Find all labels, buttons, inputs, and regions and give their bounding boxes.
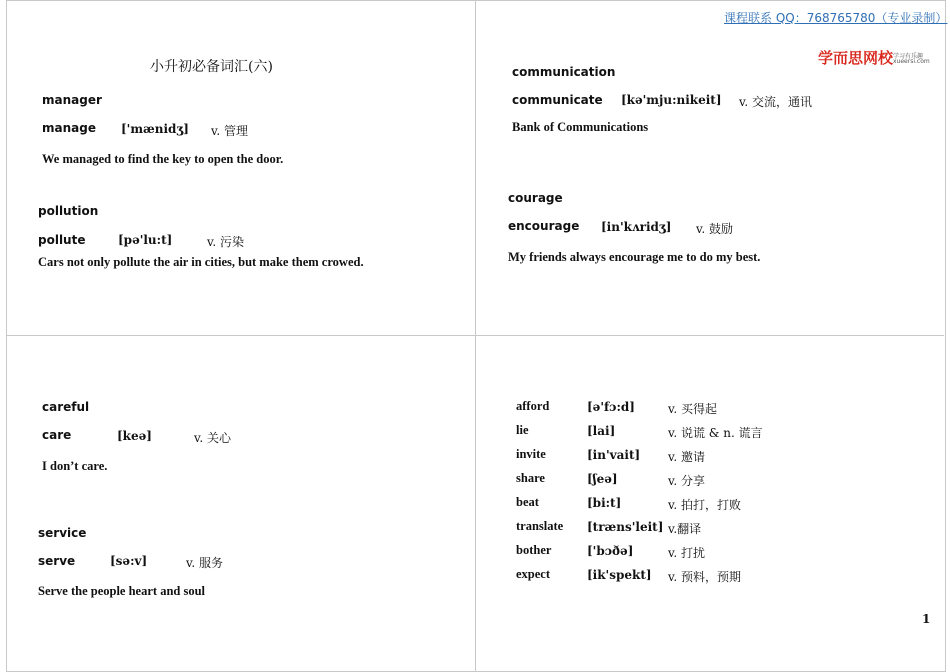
page-title: 小升初必备词汇(六) xyxy=(150,59,273,75)
vocab-ipa: [ə'fɔ:d] xyxy=(587,400,635,414)
vocab-word: translate xyxy=(516,519,564,533)
page-number: 1 xyxy=(922,612,931,626)
vocab-word: afford xyxy=(516,399,550,413)
vocab-word: invite xyxy=(516,447,546,461)
vocab-word: share xyxy=(516,471,545,485)
ipa-manage: ['mænidʒ] xyxy=(121,122,189,136)
vocab-word: expect xyxy=(516,567,551,581)
meaning-care: v. 关心 xyxy=(194,431,231,445)
vocab-ipa: [bi:t] xyxy=(587,496,622,510)
ipa-communicate: [kə'mju:nikeit] xyxy=(621,93,722,107)
vertical-divider xyxy=(475,0,476,672)
word-communicate: communicate xyxy=(512,93,603,107)
example-sentence: My friends always encourage me to do my best. xyxy=(508,250,761,264)
word-encourage: encourage xyxy=(508,219,580,233)
word-manager: manager xyxy=(42,93,102,107)
xueersi-logo: 学而思网校 xyxy=(818,49,894,67)
vocab-ipa: [lai] xyxy=(587,424,616,438)
word-serve: serve xyxy=(38,554,76,568)
example-sentence: I don’t care. xyxy=(42,459,108,473)
word-communication: communication xyxy=(512,65,616,79)
word-manage: manage xyxy=(42,121,96,135)
contact-link[interactable]: 课程联系 QQ：768765780（专业录制） xyxy=(724,11,948,25)
vocab-ipa: [in'vait] xyxy=(587,448,641,462)
vocab-meaning: v. 说谎 & n. 谎言 xyxy=(668,426,763,440)
word-care: care xyxy=(42,428,72,442)
ipa-pollute: [pə'lu:t] xyxy=(118,233,173,247)
meaning-manage: v. 管理 xyxy=(211,124,248,138)
example-sentence: Serve the people heart and soul xyxy=(38,584,206,598)
logo-subtitle: 学习有乐趣 xyxy=(893,53,924,60)
vocab-word: bother xyxy=(516,543,552,557)
example-sentence: We managed to find the key to open the door. xyxy=(42,152,284,166)
vocab-ipa: [træns'leit] xyxy=(587,520,664,534)
ipa-care: [keə] xyxy=(117,429,152,443)
word-careful: careful xyxy=(42,400,90,414)
meaning-encourage: v. 鼓励 xyxy=(696,222,733,236)
vocab-meaning: v. 预料，预期 xyxy=(668,570,741,584)
word-pollute: pollute xyxy=(38,233,86,247)
vocab-meaning: v. 打扰 xyxy=(668,546,705,560)
word-pollution: pollution xyxy=(38,204,99,218)
vocab-ipa: [ik'spekt] xyxy=(587,568,652,582)
logo-url: xueersi.com xyxy=(893,58,930,65)
vocab-meaning: v. 拍打，打败 xyxy=(668,498,741,512)
meaning-pollute: v. 污染 xyxy=(207,235,244,249)
example-sentence: Cars not only pollute the air in cities, but make them crowed. xyxy=(38,255,364,269)
vocab-meaning: v. 买得起 xyxy=(668,402,717,416)
meaning-communicate: v. 交流，通讯 xyxy=(739,95,812,109)
vocab-word: beat xyxy=(516,495,539,509)
ipa-encourage: [in'kʌridʒ] xyxy=(601,220,672,234)
vocab-meaning: v. 分享 xyxy=(668,474,705,488)
vocab-meaning: v.翻译 xyxy=(668,522,702,536)
word-courage: courage xyxy=(508,191,563,205)
ipa-serve: [sə:v] xyxy=(110,554,148,568)
vocab-ipa: [ʃeə] xyxy=(587,472,618,486)
horizontal-divider xyxy=(6,335,944,336)
vocab-meaning: v. 邀请 xyxy=(668,450,705,464)
vocab-word: lie xyxy=(516,423,529,437)
word-service: service xyxy=(38,526,87,540)
example-phrase: Bank of Communications xyxy=(512,120,649,134)
meaning-serve: v. 服务 xyxy=(186,556,223,570)
vocab-ipa: ['bɔðə] xyxy=(587,544,634,558)
